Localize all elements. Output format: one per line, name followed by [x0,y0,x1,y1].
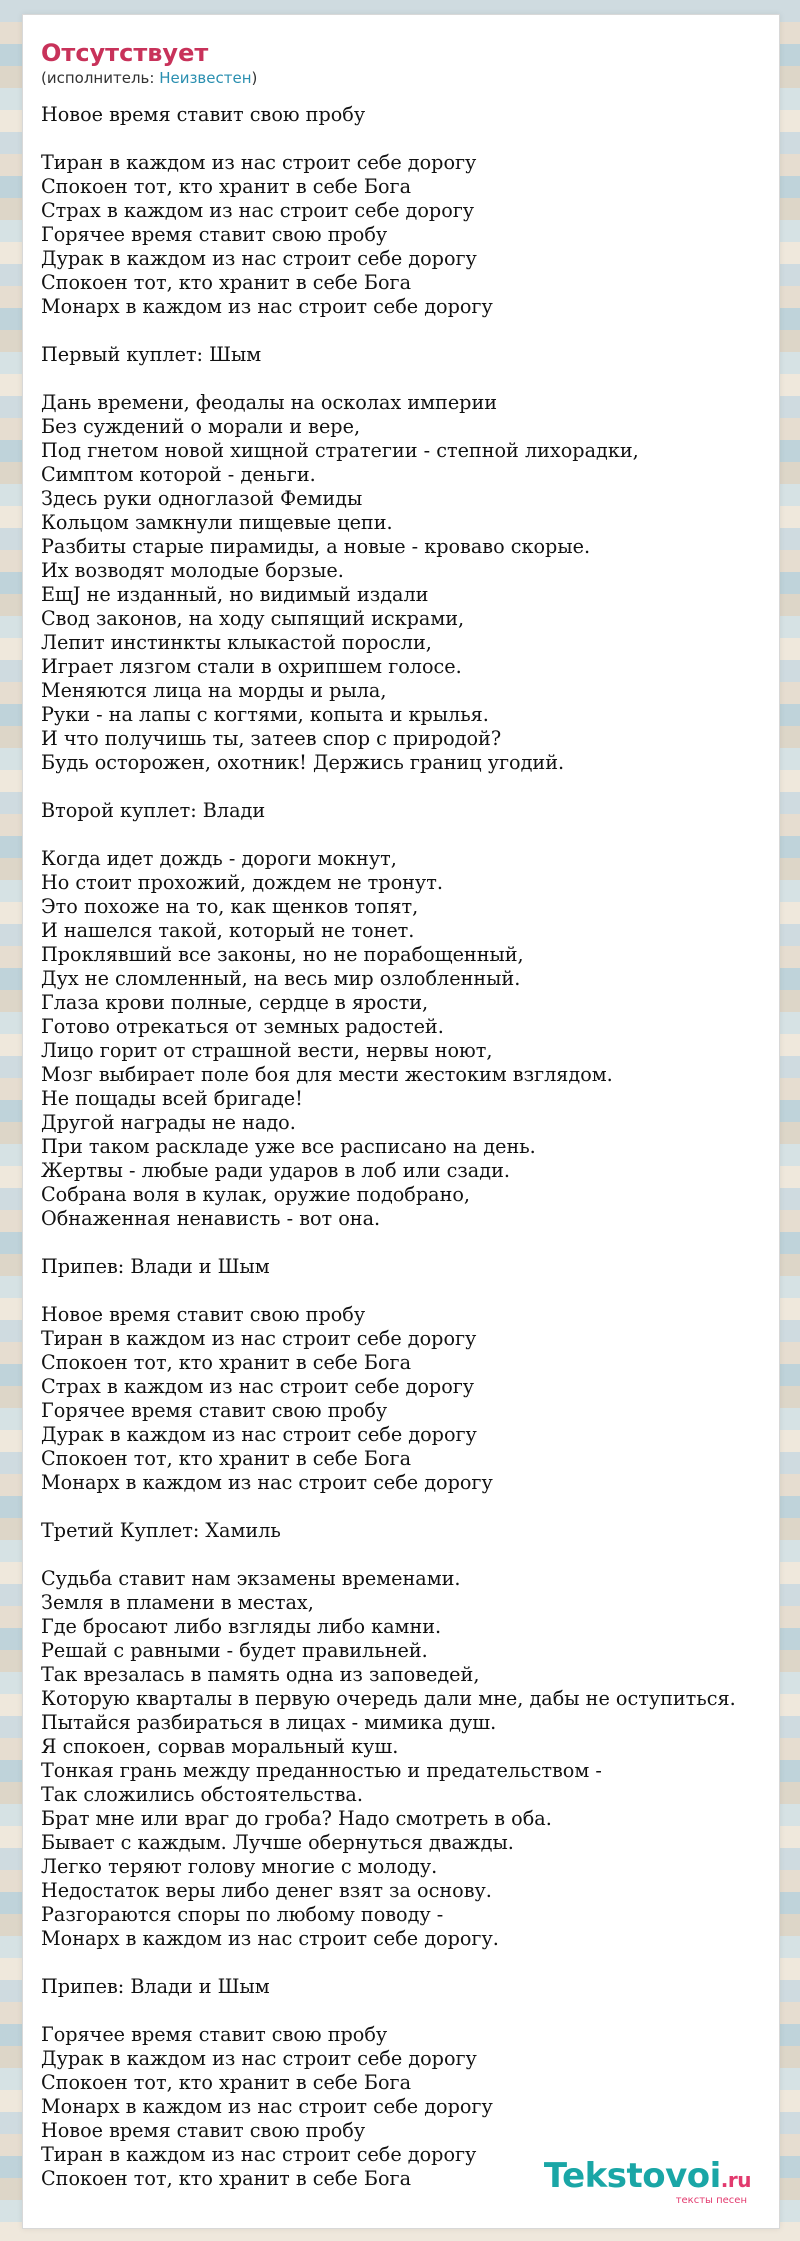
lyric-line: Тиран в каждом из нас строит себе дорогу [41,2143,477,2166]
lyric-line: Лицо горит от страшной вести, нервы ноют, [41,1039,493,1062]
lyric-line: Кольцом замкнули пищевые цепи. [41,511,393,534]
lyric-line: Пытайся разбираться в лицах - мимика душ. [41,1711,497,1734]
lyric-line: Так врезалась в память одна из заповедей, [41,1663,480,1686]
lyric-line: Свод законов, на ходу сыпящий искрами, [41,607,465,630]
lyric-line: Симптом которой - деньги. [41,463,316,486]
lyric-line: Обнаженная ненависть - вот она. [41,1207,381,1230]
stanza-gap [41,775,761,799]
lyric-line: Здесь руки одноглазой Фемиды [41,487,363,510]
logo-tagline: тексты песен [675,2195,747,2206]
lyric-line: Которую кварталы в первую очередь дали мне, дабы не оступиться. [41,1687,736,1710]
lyric-line: Жертвы - любые ради ударов в лоб или сзади. [41,1159,510,1182]
lyric-line: Проклявший все законы, но не порабощенный, [41,943,524,966]
lyric-line: Меняются лица на морды и рыла, [41,679,387,702]
lyric-line: Припев: Влади и Шым [41,1255,270,1278]
lyrics-card [22,14,780,2229]
lyric-line: Тонкая грань между преданностью и предательством - [41,1759,602,1782]
lyric-line: Монарх в каждом из нас строит себе дорогу [41,1471,493,1494]
lyric-line: Под гнетом новой хищной стратегии - степной лихорадки, [41,439,639,462]
lyric-line: Так сложились обстоятельства. [41,1783,363,1806]
lyric-line: Земля в пламени в местах, [41,1591,314,1614]
logo-wordmark [543,2156,751,2197]
lyric-line: Монарх в каждом из нас строит себе дорогу. [41,1927,499,1950]
lyric-line: Не пощады всей бригаде! [41,1087,303,1110]
lyric-line: Страх в каждом из нас строит себе дорогу [41,1375,475,1398]
lyric-line: Решай с равными - будет правильней. [41,1639,428,1662]
song-title: Отсутствует [41,39,209,67]
stanza-gap [41,1999,761,2023]
lyric-line: Горячее время ставит свою пробу [41,2023,388,2046]
lyric-line: И нашелся такой, который не тонет. [41,919,415,942]
lyric-line: Их возводят молодые борзые. [41,559,344,582]
lyrics-content [41,39,761,2191]
lyric-line: Но стоит прохожий, дождем не тронут. [41,871,443,894]
lyric-line: Дурак в каждом из нас строит себе дорогу [41,247,477,270]
lyric-line: При таком раскладе уже все расписано на день. [41,1135,536,1158]
lyric-line: Готово отрекаться от земных радостей. [41,1015,444,1038]
artist-prefix: (исполнитель: [41,69,160,87]
stanza-gap [41,367,761,391]
lyric-line: Лепит инстинкты клыкастой поросли, [41,631,432,654]
lyric-line: Собрана воля в кулак, оружие подобрано, [41,1183,471,1206]
stanza-gap [41,1495,761,1519]
lyric-line: Это похоже на то, как щенков топят, [41,895,419,918]
lyric-line: Второй куплет: Влади [41,799,266,822]
lyric-line: Монарх в каждом из нас строит себе дорогу [41,2095,493,2118]
stanza-gap [41,319,761,343]
site-logo[interactable] [543,2156,751,2206]
logo-tld: .ru [720,2168,751,2192]
artist-line [41,69,761,87]
lyric-line: Недостаток веры либо денег взят за основу. [41,1879,492,1902]
lyric-line: Спокоен тот, кто хранит в себе Бога [41,1447,412,1470]
lyric-line: Горячее время ставит свою пробу [41,1399,388,1422]
lyric-line: Припев: Влади и Шым [41,1975,270,1998]
lyric-line: Спокоен тот, кто хранит в себе Бога [41,2167,412,2190]
lyric-line: Третий Куплет: Хамиль [41,1519,281,1542]
lyric-line: Монарх в каждом из нас строит себе дорогу [41,295,493,318]
lyric-line: Легко теряют голову многие с молоду. [41,1855,438,1878]
lyric-line: Глаза крови полные, сердце в ярости, [41,991,429,1014]
lyric-line: Спокоен тот, кто хранит в себе Бога [41,271,412,294]
stanza-gap [41,1279,761,1303]
lyric-line: Тиран в каждом из нас строит себе дорогу [41,151,477,174]
lyric-line: Спокоен тот, кто хранит в себе Бога [41,175,412,198]
stanza-gap [41,1231,761,1255]
lyric-line: Тиран в каждом из нас строит себе дорогу [41,1327,477,1350]
lyric-line: Новое время ставит свою пробу [41,2119,366,2142]
lyric-line: Новое время ставит свою пробу [41,103,366,126]
lyric-line: Без суждений о морали и вере, [41,415,361,438]
lyric-line: Дурак в каждом из нас строит себе дорогу [41,2047,477,2070]
stanza-gap [41,823,761,847]
lyric-line: Бывает с каждым. Лучше обернуться дважды. [41,1831,514,1854]
lyric-line: Где бросают либо взгляды либо камни. [41,1615,442,1638]
lyric-line: Дух не сломленный, на весь мир озлобленный. [41,967,521,990]
lyric-line: Будь осторожен, охотник! Держись границ угодий. [41,751,565,774]
lyric-line: Другой награды не надо. [41,1111,296,1134]
stanza-gap [41,127,761,151]
lyric-line: Разбиты старые пирамиды, а новые - кроваво скорые. [41,535,591,558]
lyric-line: Страх в каждом из нас строит себе дорогу [41,199,475,222]
logo-name: Tekstovoi [543,2156,721,2196]
lyric-line: Брат мне или враг до гроба? Надо смотреть в оба. [41,1807,552,1830]
stanza-gap [41,1543,761,1567]
artist-link[interactable]: Неизвестен [159,69,252,87]
lyric-line: Спокоен тот, кто хранит в себе Бога [41,2071,412,2094]
stanza-gap [41,1951,761,1975]
lyric-line: Спокоен тот, кто хранит в себе Бога [41,1351,412,1374]
lyric-line: Первый куплет: Шым [41,343,262,366]
lyric-line: Горячее время ставит свою пробу [41,223,388,246]
lyric-line: Новое время ставит свою пробу [41,1303,366,1326]
artist-suffix: ) [251,69,258,87]
lyric-line: ЕщЈ не изданный, но видимый издали [41,583,429,606]
lyric-line: Мозг выбирает поле боя для мести жестоким взглядом. [41,1063,613,1086]
lyric-line: И что получишь ты, затеев спор с природой? [41,727,502,750]
lyrics-text [41,103,761,2191]
lyric-line: Судьба ставит нам экзамены временами. [41,1567,461,1590]
lyric-line: Дурак в каждом из нас строит себе дорогу [41,1423,477,1446]
lyric-line: Я спокоен, сорвав моральный куш. [41,1735,399,1758]
lyric-line: Разгораются споры по любому поводу - [41,1903,444,1926]
lyric-line: Играет лязгом стали в охрипшем голосе. [41,655,462,678]
lyric-line: Когда идет дождь - дороги мокнут, [41,847,397,870]
lyric-line: Дань времени, феодалы на осколах империи [41,391,498,414]
lyric-line: Руки - на лапы с когтями, копыта и крылья. [41,703,489,726]
